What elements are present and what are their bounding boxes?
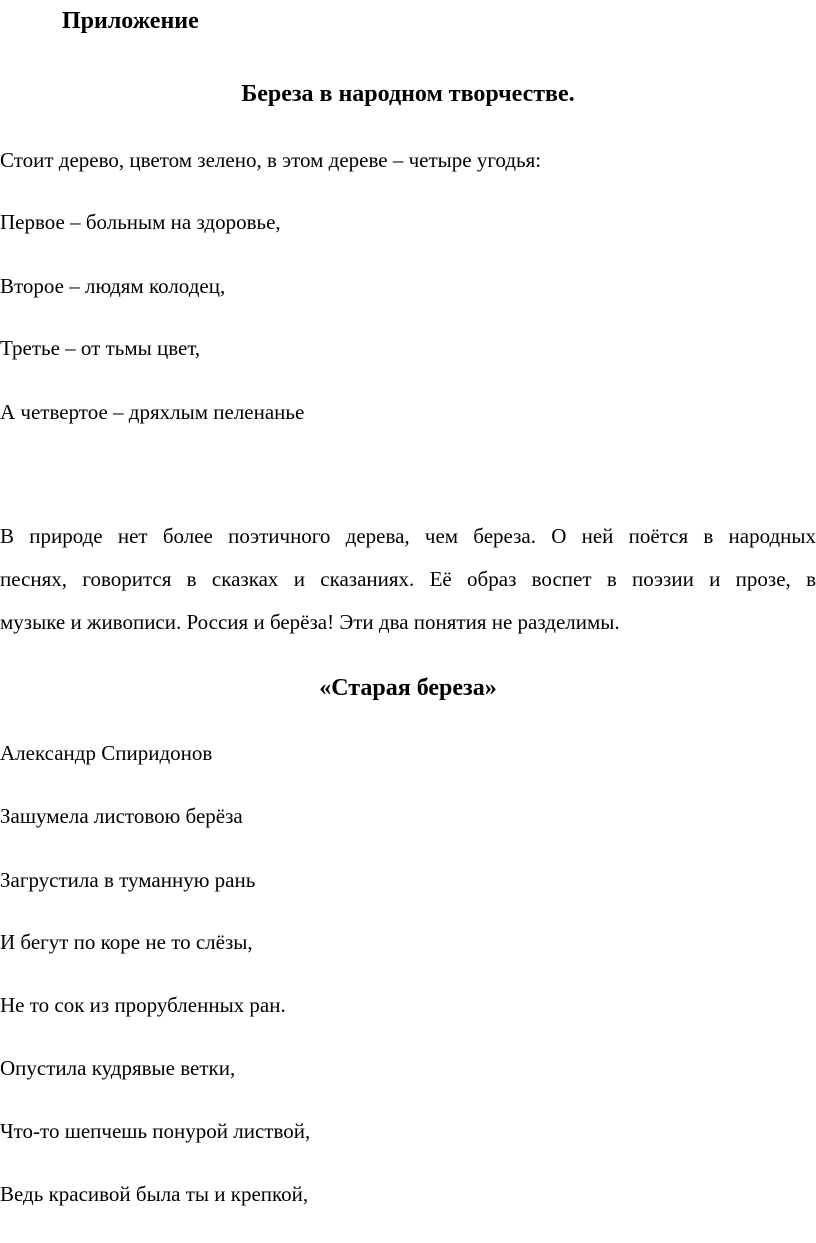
poem-author: Александр Спиридонов — [0, 741, 213, 765]
poem-line: Загрустила в туманную рань — [0, 868, 256, 892]
riddle-line: А четвертое – дряхлым пеленанье — [0, 400, 305, 424]
riddle-line: Первое – больным на здоровье, — [0, 210, 281, 234]
poem-line: Не то сок из прорубленных ран. — [0, 993, 286, 1017]
riddle-line: Третье – от тьмы цвет, — [0, 336, 201, 360]
poem-line: Ведь красивой была ты и крепкой, — [0, 1182, 309, 1206]
poem-line: Что-то шепчешь понурой листвой, — [0, 1119, 311, 1143]
appendix-label: Приложение — [62, 8, 199, 34]
paragraph-line: В природе нет более поэтичного дерева, чем береза. О ней поётся в народных — [0, 524, 816, 548]
poem-title: «Старая береза» — [319, 675, 497, 701]
paragraph-line: музыке и живописи. Россия и берёза! Эти два понятия не разделимы. — [0, 610, 620, 634]
paragraph-line: песнях, говорится в сказках и сказаниях. Её образ воспет в поэзии и прозе, в — [0, 567, 816, 591]
poem-line: И бегут по коре не то слёзы, — [0, 930, 253, 954]
riddle-line: Второе – людям колодец, — [0, 274, 226, 298]
poem-line: Опустила кудрявые ветки, — [0, 1056, 236, 1080]
riddle-line: Стоит дерево, цветом зелено, в этом дереве – четыре угодья: — [0, 148, 542, 172]
section-title: Береза в народном творчестве. — [241, 81, 575, 107]
poem-line: Зашумела листовою берёза — [0, 804, 243, 828]
